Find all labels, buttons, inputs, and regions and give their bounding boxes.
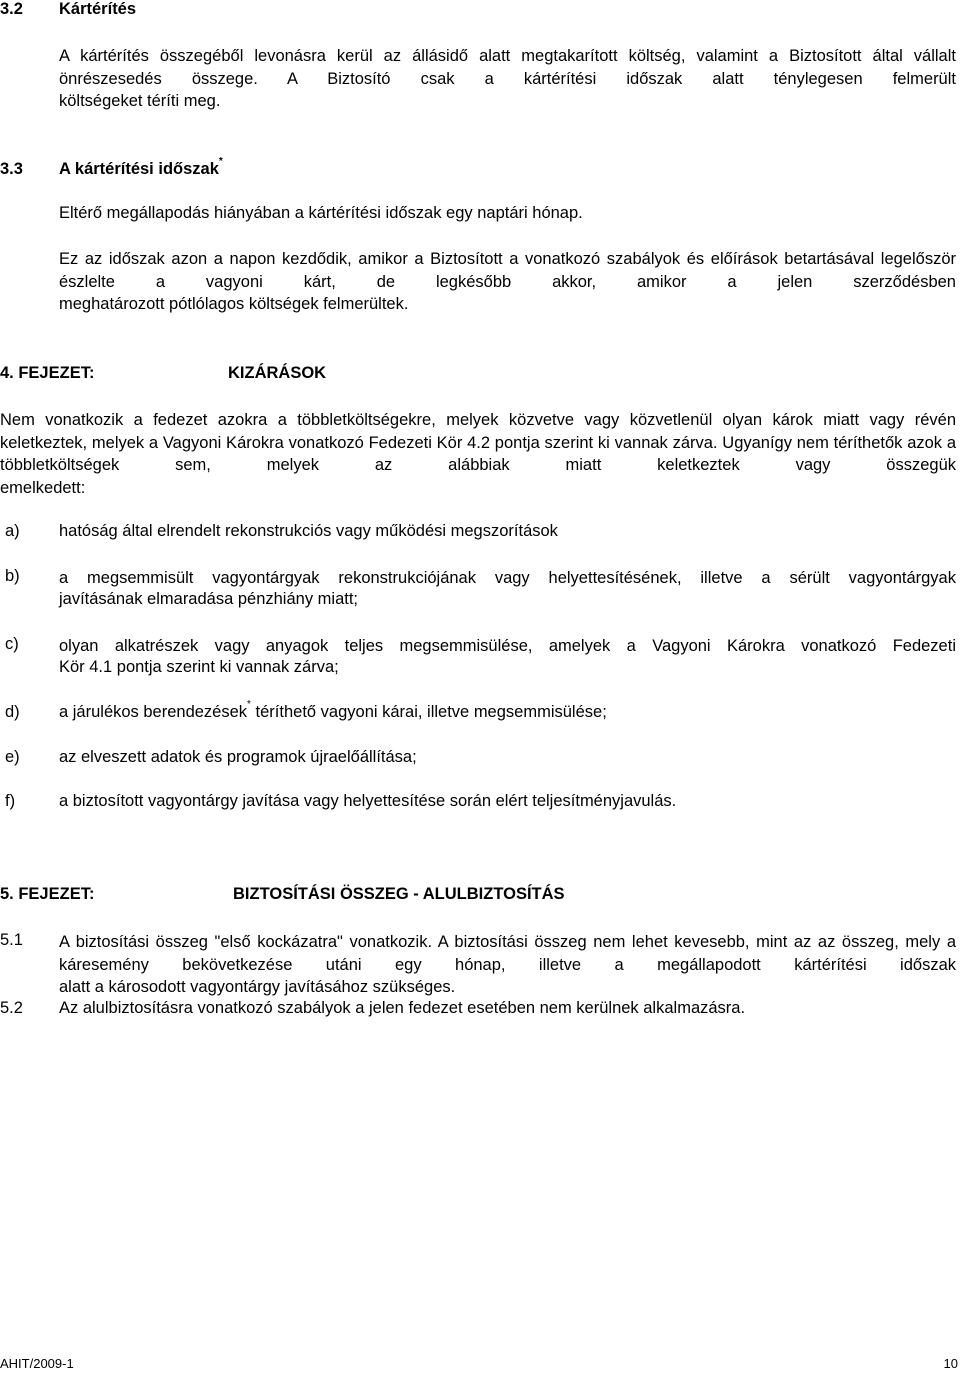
- chapter-4-intro-end: emelkedett:: [0, 479, 86, 497]
- chapter-4-intro: Nem vonatkozik a fedezet azokra a többletköltségekre, melyek közvetve vagy közvetlenül olyan károk miatt vagy révén keletkeztek, melyek a Vagyoni Károkra vonatkozó Fedezeti Kör 4.2 pontja szerint ki vannak zárva. Ugyanígy nem téríthetők azok a többletköltségek sem, melyek az alábbiak miatt keletkeztek vagy összegük: [0, 411, 956, 474]
- section-3-2-text: A kártérítés összegéből levonásra kerül az állásidő alatt megtakarított költség, valamint a Biztosított által vállalt önrészesedés összege. A Biztosító csak a kártérítési időszak alatt ténylegesen felmerült: [59, 47, 956, 88]
- list-item-letter: c): [5, 635, 19, 653]
- section-3-3-title: A kártérítési időszak*: [59, 156, 223, 178]
- chapter-4-title: KIZÁRÁSOK: [228, 364, 327, 382]
- section-5-2-paragraph: Az alulbiztosításra vonatkozó szabályok a jelen fedezet esetében nem kerülnek alkalmazásra.: [59, 999, 746, 1017]
- list-item-text: az elveszett adatok és programok újraelőállítása;: [59, 748, 417, 766]
- section-3-2-title: Kártérítés: [59, 0, 137, 18]
- list-item-text-end: Kör 4.1 pontja szerint ki vannak zárva;: [59, 658, 339, 676]
- list-item-text: a biztosított vagyontárgy javítása vagy helyettesítése során elért teljesítményjavulás.: [59, 792, 677, 810]
- list-item-letter: a): [5, 522, 20, 540]
- chapter-4-label: 4. FEJEZET:: [0, 364, 95, 382]
- section-3-3-number: 3.3: [0, 160, 23, 178]
- footnote-mark: *: [247, 699, 251, 710]
- list-item-text: olyan alkatrészek vagy anyagok teljes megsemmisülése, amelyek a Vagyoni Károkra vonatkozó Fedezeti: [59, 637, 956, 655]
- section-5-2-number: 5.2: [0, 999, 23, 1017]
- list-item-text: a járulékos berendezések* téríthető vagyoni kárai, illetve megsemmisülése;: [59, 699, 607, 721]
- footer-doc-code: AHIT/2009-1: [0, 1356, 74, 1371]
- list-item-letter: d): [5, 703, 20, 721]
- list-item-letter: e): [5, 748, 20, 766]
- section-3-2-paragraph: [59, 45, 956, 90]
- footer-page-number: 10: [943, 1356, 958, 1371]
- section-3-3-paragraph-1: Eltérő megállapodás hiányában a kártérítési időszak egy naptári hónap.: [59, 204, 583, 222]
- list-item-letter: f): [5, 792, 16, 810]
- section-3-2-paragraph-end: költségeket téríti meg.: [59, 92, 221, 110]
- section-5-1-paragraph: A biztosítási összeg "első kockázatra" vonatkozik. A biztosítási összeg nem lehet kevesebb, mint az az összeg, mely a káresemény bekövetkezése utáni egy hónap, illetve a megállapodott kártérítési időszak: [59, 933, 956, 974]
- list-item-letter: b): [5, 567, 20, 585]
- list-item-text-end: javításának elmaradása pénzhiány miatt;: [59, 590, 358, 608]
- chapter-5-title: BIZTOSÍTÁSI ÖSSZEG - ALULBIZTOSÍTÁS: [233, 885, 565, 903]
- section-3-2-number: 3.2: [0, 0, 23, 18]
- list-item-text: hatóság által elrendelt rekonstrukciós vagy működési megszorítások: [59, 522, 558, 540]
- chapter-5-label: 5. FEJEZET:: [0, 885, 95, 903]
- section-3-3-paragraph-2-end: meghatározott pótlólagos költségek felmerültek.: [59, 295, 409, 313]
- footnote-mark: *: [218, 156, 223, 167]
- list-item-text: a megsemmisült vagyontárgyak rekonstrukciójának vagy helyettesítésének, illetve a sérült vagyontárgyak: [59, 569, 956, 587]
- section-3-3-paragraph-2: Ez az időszak azon a napon kezdődik, amikor a Biztosított a vonatkozó szabályok és előírások betartásával legelőször észlelte a vagyoni kárt, de legkésőbb akkor, amikor a jelen szerződésben: [59, 250, 956, 291]
- section-5-1-number: 5.1: [0, 931, 23, 949]
- section-5-1-paragraph-end: alatt a károsodott vagyontárgy javításához szükséges.: [59, 978, 456, 996]
